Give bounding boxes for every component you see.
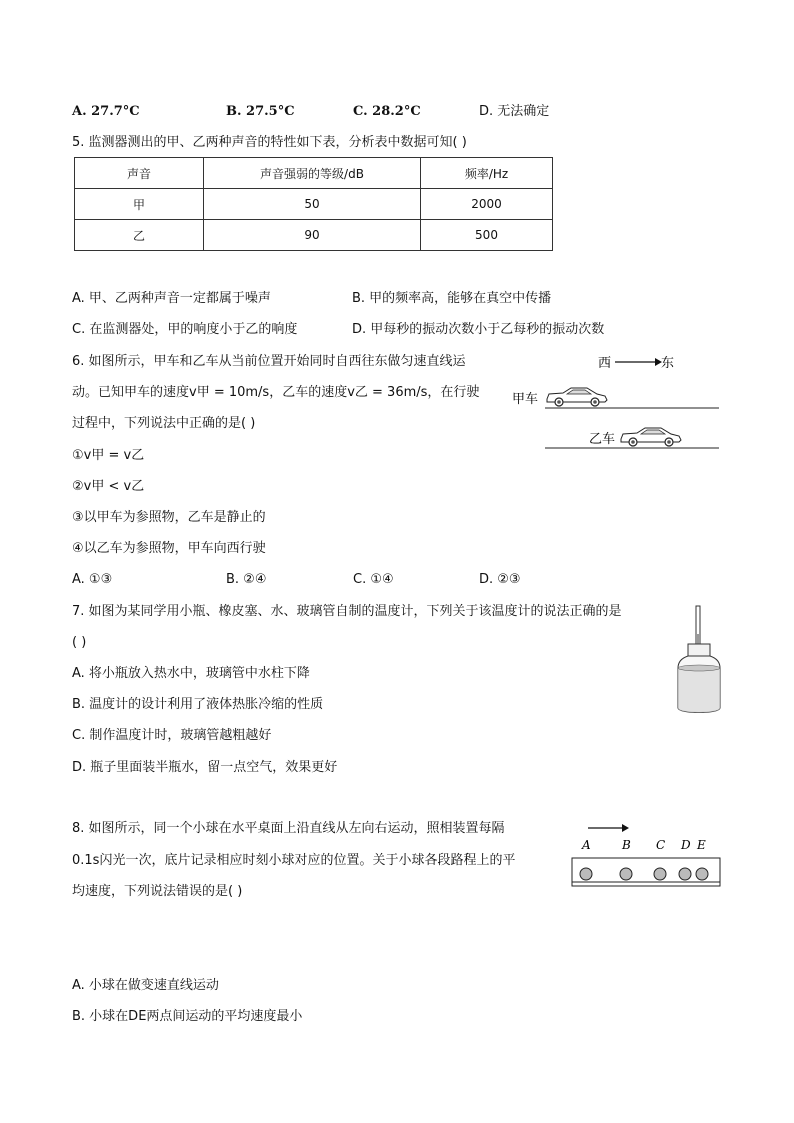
q5-option-c: C. 在监测器处，甲的响度小于乙的响度 [72,322,298,337]
car-a-label: 甲车 [512,392,539,407]
ball-b [620,868,632,880]
q4-option-d: D. 无法确定 [479,104,550,119]
q6-cars-figure [505,348,725,456]
q4-option-a: A. 27.7°C [72,104,140,119]
car-b-icon [621,428,681,446]
table-cell: 乙 [75,220,204,251]
ball-a [580,868,592,880]
q7-option-c: C. 制作温度计时，玻璃管越粗越好 [72,728,272,743]
table-cell: 500 [421,220,553,251]
q7-option-b: B. 温度计的设计利用了液体热胀冷缩的性质 [72,697,324,712]
q7-stem-line1: 7. 如图为某同学用小瓶、橡皮塞、水、玻璃管自制的温度计，下列关于该温度计的说法正确的是 [72,604,622,619]
arrow-head-icon [622,824,629,832]
point-label-b: B [622,838,631,852]
q5-stem: 5. 监测器测出的甲、乙两种声音的特性如下表，分析表中数据可知( ) [72,135,467,150]
q8-stem-line1: 8. 如图所示，同一个小球在水平桌面上沿直线从左向右运动，照相装置每隔 [72,821,505,836]
q8-option-b: B. 小球在DE两点间运动的平均速度最小 [72,1009,303,1024]
q6-statement-4: ④以乙车为参照物，甲车向西行驶 [72,541,266,556]
q6-option-c: C. ①④ [353,572,394,587]
bottle-water [678,668,720,713]
ball-e [696,868,708,880]
east-label: 东 [661,356,675,371]
q7-stem-line2: ( ) [72,635,87,650]
car-a-icon [547,388,607,406]
q6-stem-line1: 6. 如图所示，甲车和乙车从当前位置开始同时自西往东做匀速直线运 [72,354,466,369]
west-label: 西 [598,356,612,371]
q6-option-b: B. ②④ [226,572,267,587]
q6-statement-1: ①v甲 = v乙 [72,448,145,463]
q5-option-b: B. 甲的频率高，能够在真空中传播 [352,291,552,306]
q5-option-d: D. 甲每秒的振动次数小于乙每秒的振动次数 [352,322,605,337]
table-header-cell: 声音强弱的等级/dB [204,158,421,189]
q6-option-a: A. ①③ [72,572,113,587]
point-label-c: C [656,838,666,852]
table-row [75,189,553,220]
q5-data-table [74,157,553,251]
q8-option-a: A. 小球在做变速直线运动 [72,978,219,993]
q7-option-d: D. 瓶子里面装半瓶水，留一点空气，效果更好 [72,760,338,775]
ball-d [679,868,691,880]
table-cell: 甲 [75,189,204,220]
car-b-label: 乙车 [589,432,616,447]
point-label-a: A [582,838,591,852]
bottle-cap [688,644,710,656]
q8-stem-line2: 0.1s闪光一次，底片记录相应时刻小球对应的位置。关于小球各段路程上的平 [72,853,516,868]
q6-option-d: D. ②③ [479,572,521,587]
q7-option-a: A. 将小瓶放入热水中，玻璃管中水柱下降 [72,666,310,681]
q7-bottle-thermometer-figure [672,604,728,716]
table-header-cell: 声音 [75,158,204,189]
point-label-d: D [681,838,691,852]
table-header-cell: 频率/Hz [421,158,553,189]
table-cell: 90 [204,220,421,251]
ball-c [654,868,666,880]
q6-statement-2: ②v甲 < v乙 [72,479,145,494]
q4-option-b: B. 27.5°C [226,104,295,119]
q8-stem-line3: 均速度，下列说法错误的是( ) [72,884,243,899]
q6-stem-line2: 动。已知甲车的速度v甲 = 10m/s，乙车的速度v乙 = 36m/s，在行驶 [72,385,480,400]
q4-option-c: C. 28.2°C [353,104,421,119]
point-label-e: E [697,838,706,852]
q6-stem-line3: 过程中，下列说法中正确的是( ) [72,416,256,431]
q8-ball-motion-figure [568,818,724,890]
table-cell: 2000 [421,189,553,220]
q6-statement-3: ③以甲车为参照物，乙车是静止的 [72,510,266,525]
table-row [75,220,553,251]
table-header-row [75,158,553,189]
table-cell: 50 [204,189,421,220]
q5-option-a: A. 甲、乙两种声音一定都属于噪声 [72,291,271,306]
